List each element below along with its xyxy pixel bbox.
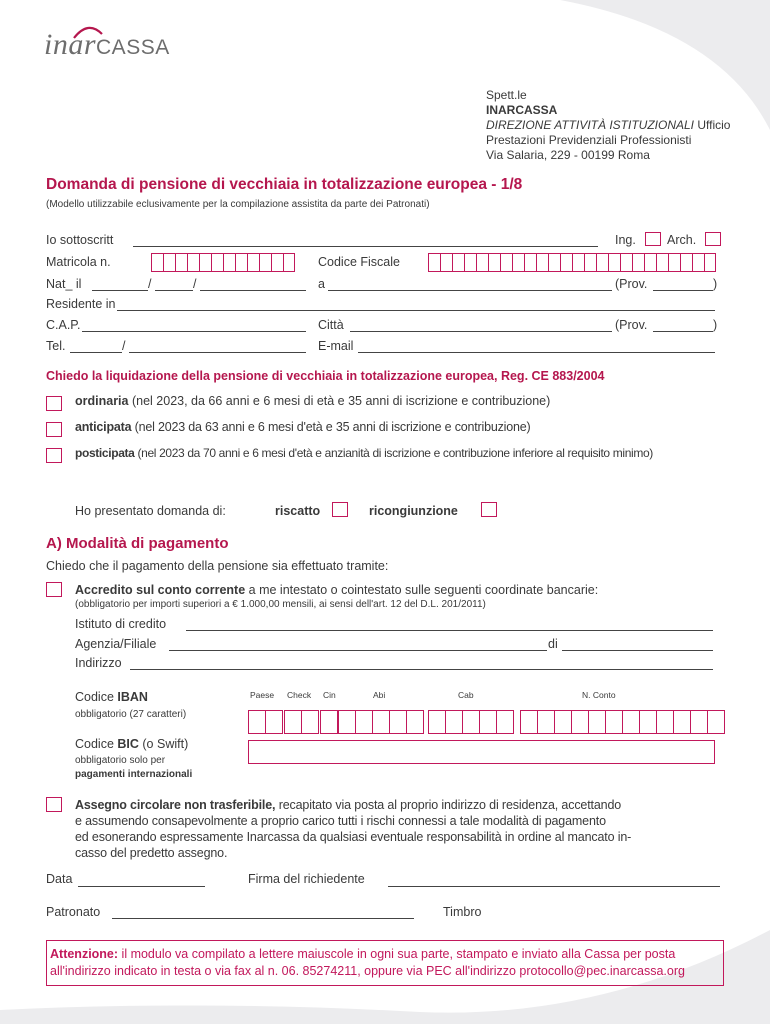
ricongiunzione-checkbox[interactable] bbox=[481, 502, 497, 517]
agenzia-field[interactable] bbox=[169, 650, 547, 651]
iban-cell[interactable] bbox=[265, 710, 283, 734]
bank-address-field[interactable] bbox=[130, 669, 713, 670]
warning-text bbox=[50, 946, 685, 980]
iban-cell[interactable] bbox=[622, 710, 640, 734]
accredito-checkbox[interactable] bbox=[46, 582, 62, 597]
bic-input[interactable] bbox=[248, 740, 715, 764]
iban-cell[interactable] bbox=[605, 710, 623, 734]
iban-cell[interactable] bbox=[389, 710, 407, 734]
label-data: Data bbox=[46, 872, 73, 886]
inarcassa-logo bbox=[44, 28, 170, 62]
agenzia-city-field[interactable] bbox=[562, 650, 713, 651]
option-assegno bbox=[75, 797, 631, 861]
iban-cell[interactable] bbox=[520, 710, 538, 734]
bic-rest: (o Swift) bbox=[138, 737, 189, 751]
addressee-direction: DIREZIONE ATTIVITÀ ISTITUZIONALI bbox=[486, 118, 695, 132]
label-bic bbox=[75, 737, 188, 751]
label-istituto: Istituto di credito bbox=[75, 617, 167, 631]
residence-field[interactable] bbox=[117, 310, 715, 311]
iban-col-check: Check bbox=[287, 690, 312, 700]
date-separator: / bbox=[148, 277, 152, 291]
label-residente: Residente in bbox=[46, 297, 116, 311]
signature-field[interactable] bbox=[388, 886, 720, 887]
ordinaria-checkbox[interactable] bbox=[46, 396, 62, 411]
label-tel: Tel. bbox=[46, 339, 66, 353]
label-matricola: Matricola n. bbox=[46, 255, 111, 269]
riscatto-checkbox[interactable] bbox=[332, 502, 348, 517]
form-title: Domanda di pensione di vecchiaia in totalizzazione europea - 1/8 bbox=[46, 176, 523, 193]
iban-cell[interactable] bbox=[338, 710, 356, 734]
iban-cell[interactable] bbox=[496, 710, 514, 734]
label-citta: Città bbox=[318, 318, 344, 332]
prov-birth-field[interactable] bbox=[653, 290, 713, 291]
label-io-sottoscritt: Io sottoscritt bbox=[46, 233, 114, 247]
iban-cell[interactable] bbox=[656, 710, 674, 734]
iban-col-abi: Abi bbox=[373, 690, 386, 700]
addressee-line: Via Salaria, 229 - 00199 Roma bbox=[486, 148, 650, 162]
label-iban bbox=[75, 690, 148, 704]
iban-cell[interactable] bbox=[406, 710, 424, 734]
bic-note: obbligatorio solo per bbox=[75, 755, 166, 766]
iban-cell[interactable] bbox=[588, 710, 606, 734]
option-bold: anticipata bbox=[75, 420, 132, 434]
iban-note: obbligatorio (27 caratteri) bbox=[75, 709, 187, 720]
addressee-line: INARCASSA bbox=[486, 103, 558, 117]
iban-cell[interactable] bbox=[707, 710, 725, 734]
iban-col-cab: Cab bbox=[458, 690, 474, 700]
arch-checkbox[interactable] bbox=[705, 232, 721, 246]
patronato-field[interactable] bbox=[112, 918, 414, 919]
option-bold: ordinaria bbox=[75, 394, 129, 408]
iban-cell[interactable] bbox=[571, 710, 589, 734]
warning-line: all'indirizzo indicato in testa o via fax al n. 06. 85274211, oppure via PEC all'indirizzo protocollo@pec.inarcassa.org bbox=[50, 964, 685, 978]
addressee-line bbox=[486, 118, 730, 133]
iban-cell[interactable] bbox=[445, 710, 463, 734]
birth-month-field[interactable] bbox=[155, 290, 193, 291]
label-arch: Arch. bbox=[667, 233, 697, 247]
email-field[interactable] bbox=[358, 352, 715, 353]
label-codice-fiscale: Codice Fiscale bbox=[318, 255, 400, 269]
addressee-line: Prestazioni Previdenziali Professionisti bbox=[486, 133, 692, 147]
istituto-field[interactable] bbox=[186, 630, 713, 631]
date-separator: / bbox=[193, 277, 197, 291]
iban-col-paese: Paese bbox=[250, 690, 275, 700]
label-prov-birth: (Prov. bbox=[615, 277, 648, 291]
assegno-line: e assumendo consapevolmente a proprio carico tutti i rischi connessi a tale modalità di pagamento bbox=[75, 814, 606, 828]
codice-fiscale-input[interactable] bbox=[428, 253, 716, 272]
birth-year-field[interactable] bbox=[200, 290, 306, 291]
tel-number-field[interactable] bbox=[129, 352, 306, 353]
option-desc: a me intestato o cointestato sulle seguenti coordinate bancarie: bbox=[245, 583, 599, 597]
label-firma: Firma del richiedente bbox=[248, 872, 365, 886]
tel-prefix-field[interactable] bbox=[70, 352, 122, 353]
label-indirizzo: Indirizzo bbox=[75, 656, 122, 670]
city-field[interactable] bbox=[350, 331, 612, 332]
option-posticipata bbox=[75, 446, 653, 460]
iban-cell[interactable] bbox=[372, 710, 390, 734]
paren-close: ) bbox=[713, 277, 718, 291]
label-timbro: Timbro bbox=[443, 905, 482, 919]
birth-day-field[interactable] bbox=[92, 290, 148, 291]
label-ing: Ing. bbox=[615, 233, 636, 247]
logo-lower: inar bbox=[44, 28, 97, 61]
option-accredito bbox=[75, 583, 598, 597]
anticipata-checkbox[interactable] bbox=[46, 422, 62, 437]
warning-l1: il modulo va compilato a lettere maiuscole in ogni sua parte, stampato e inviato alla Cassa per posta bbox=[118, 947, 676, 961]
label-prov-res: (Prov. bbox=[615, 318, 648, 332]
bic-bold: BIC bbox=[117, 737, 139, 751]
iban-cell[interactable] bbox=[554, 710, 572, 734]
iban-cell[interactable] bbox=[428, 710, 446, 734]
iban-cell[interactable] bbox=[462, 710, 480, 734]
assegno-line: casso del predetto assegno. bbox=[75, 846, 228, 860]
paren-close: ) bbox=[713, 318, 718, 332]
iban-cell[interactable] bbox=[639, 710, 657, 734]
payment-heading: A) Modalità di pagamento bbox=[46, 535, 229, 552]
label-email: E-mail bbox=[318, 339, 354, 353]
iban-prefix: Codice bbox=[75, 690, 118, 704]
assegno-checkbox[interactable] bbox=[46, 797, 62, 812]
form-subtitle: (Modello utilizzabile eclusivamente per la compilazione assistita da parte dei Patronati) bbox=[46, 199, 430, 210]
accredito-note: (obbligatorio per importi superiori a € 1.000,00 mensili, ai sensi dell'art. 12 del D.L. 201/2011) bbox=[75, 599, 486, 610]
label-nat-il: Nat_ il bbox=[46, 277, 82, 291]
addressee-line: Spett.le bbox=[486, 88, 527, 102]
payment-intro: Chiedo che il pagamento della pensione sia effettuato tramite: bbox=[46, 559, 389, 573]
warning-line bbox=[50, 946, 685, 963]
option-desc: (nel 2023, da 66 anni e 6 mesi di età e 35 anni di iscrizione e contribuzione) bbox=[128, 394, 551, 408]
label-ricongiunzione: ricongiunzione bbox=[369, 504, 458, 518]
label-ho-presentato: Ho presentato domanda di: bbox=[75, 504, 226, 518]
option-desc: (nel 2023 da 70 anni e 6 mesi d'età e anzianità di iscrizione e contribuzione inferiore al requisito minimo) bbox=[134, 446, 653, 460]
addressee-block bbox=[486, 88, 730, 163]
label-riscatto: riscatto bbox=[275, 504, 321, 518]
assegno-line: ed esonerando espressamente Inarcassa da qualsiasi eventuale responsabilità in ordine al mancato in- bbox=[75, 830, 632, 844]
matricola-input[interactable] bbox=[151, 253, 295, 272]
label-birth-place: a bbox=[318, 277, 325, 291]
cap-field[interactable] bbox=[82, 331, 306, 332]
iban-cell[interactable] bbox=[537, 710, 555, 734]
iban-cell[interactable] bbox=[301, 710, 319, 734]
iban-cell[interactable] bbox=[479, 710, 497, 734]
assegno-text: recapitato via posta al proprio indirizzo di residenza, accettando bbox=[275, 798, 622, 812]
logo-upper: CASSA bbox=[96, 36, 170, 59]
posticipata-checkbox[interactable] bbox=[46, 448, 62, 463]
birth-place-field[interactable] bbox=[328, 290, 612, 291]
iban-cell[interactable] bbox=[355, 710, 373, 734]
option-anticipata bbox=[75, 420, 530, 434]
iban-bold: IBAN bbox=[117, 690, 148, 704]
bic-prefix: Codice bbox=[75, 737, 118, 751]
bic-note-bold: pagamenti internazionali bbox=[75, 769, 193, 780]
tel-separator: / bbox=[122, 339, 126, 353]
assegno-line bbox=[75, 797, 631, 813]
iban-col-conto: N. Conto bbox=[582, 690, 616, 700]
warning-bold: Attenzione: bbox=[50, 947, 119, 961]
request-heading: Chiedo la liquidazione della pensione di vecchiaia in totalizzazione europea, Reg. CE 883/2004 bbox=[46, 369, 605, 383]
label-cap: C.A.P. bbox=[46, 318, 81, 332]
option-bold: posticipata bbox=[75, 446, 135, 460]
label-agenzia: Agenzia/Filiale bbox=[75, 637, 157, 651]
iban-col-cin: Cin bbox=[323, 690, 336, 700]
option-bold: Assegno circolare non trasferibile, bbox=[75, 798, 276, 812]
iban-cell[interactable] bbox=[248, 710, 266, 734]
prov-res-field[interactable] bbox=[653, 331, 713, 332]
ing-checkbox[interactable] bbox=[645, 232, 661, 246]
date-field[interactable] bbox=[78, 886, 205, 887]
iban-cell[interactable] bbox=[673, 710, 691, 734]
label-di: di bbox=[548, 637, 558, 651]
addressee-office: Ufficio bbox=[694, 118, 731, 132]
option-bold: Accredito sul conto corrente bbox=[75, 583, 246, 597]
option-desc: (nel 2023 da 63 anni e 6 mesi d'età e 35 anni di iscrizione e contribuzione) bbox=[131, 420, 531, 434]
iban-cell[interactable] bbox=[320, 710, 338, 734]
name-field[interactable] bbox=[133, 246, 598, 247]
iban-cell[interactable] bbox=[284, 710, 302, 734]
label-patronato: Patronato bbox=[46, 905, 101, 919]
option-ordinaria bbox=[75, 394, 550, 408]
iban-cell[interactable] bbox=[690, 710, 708, 734]
